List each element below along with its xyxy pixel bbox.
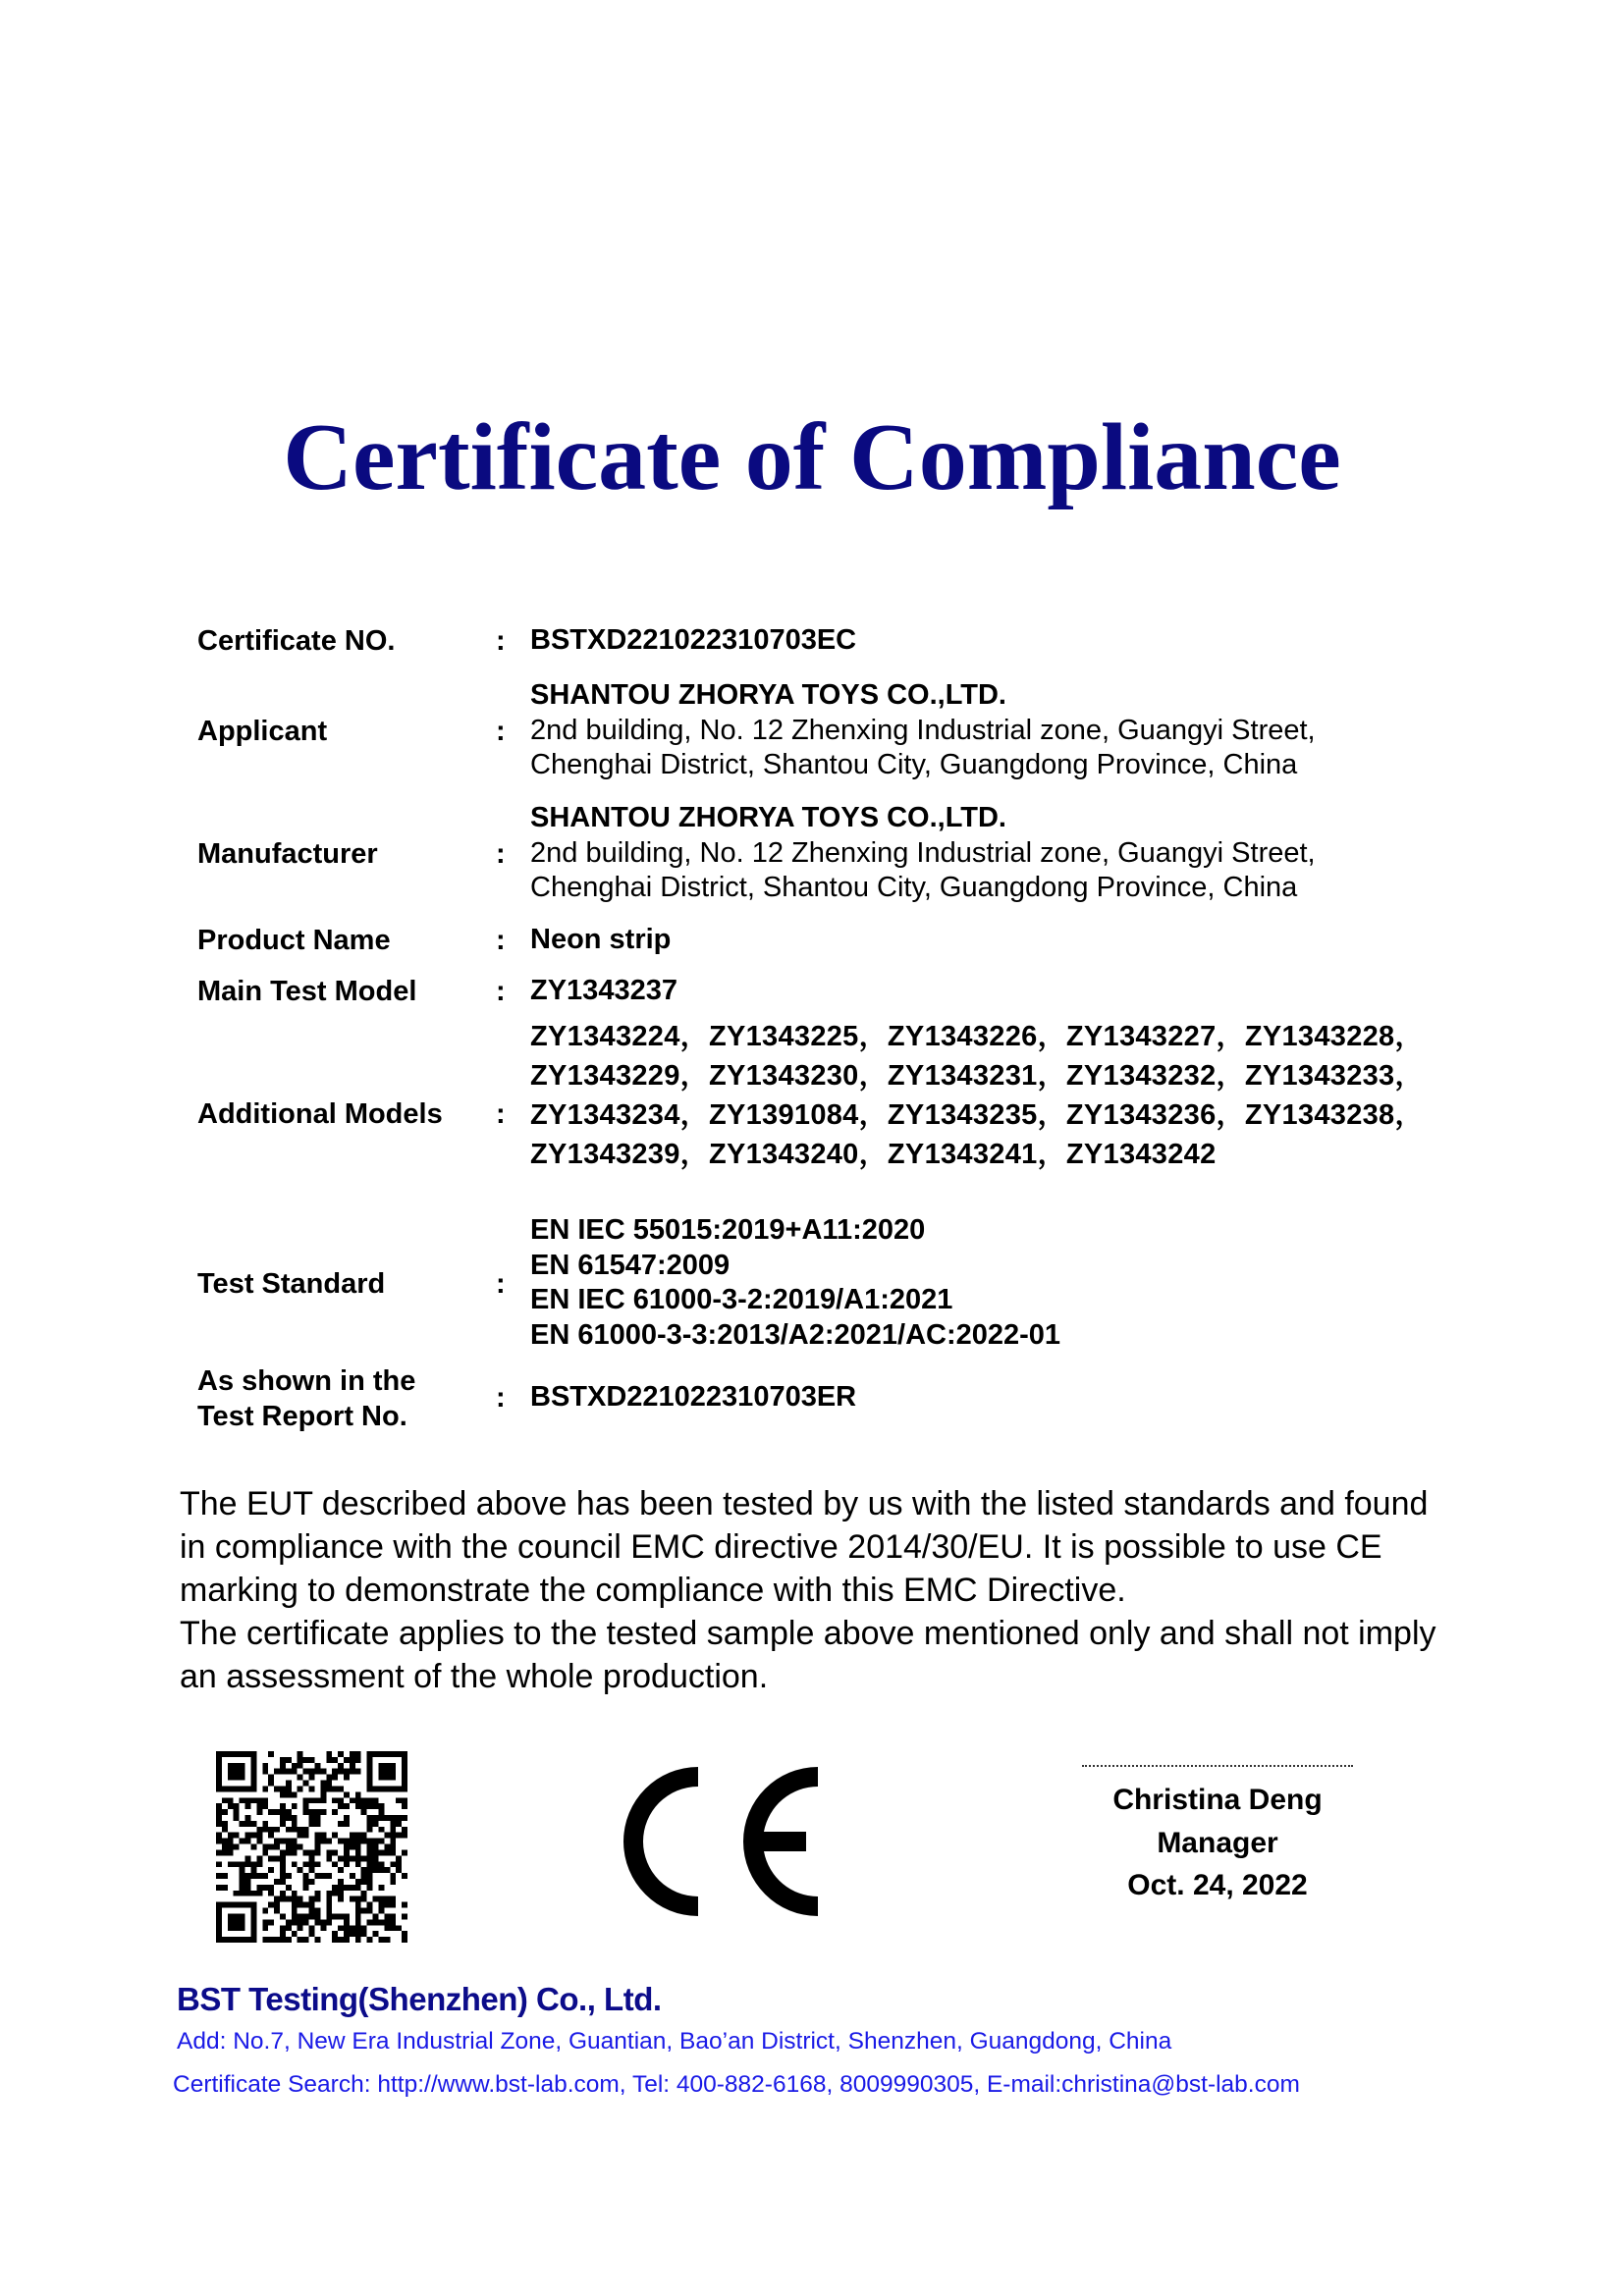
additional-models-list (530, 1017, 1424, 1174)
signature-line (1082, 1765, 1353, 1767)
applicant-address-1: 2nd building, No. 12 Zhenxing Industrial zone, Guangyi Street, (530, 714, 1316, 746)
colon: : (496, 925, 506, 956)
models-line: ZY1343234，ZY1391084，ZY1343235，ZY1343236，ZY1343238， (530, 1099, 1424, 1131)
test-report-value: BSTXD221022310703ER (530, 1381, 857, 1413)
statement-line: in compliance with the council EMC directive 2014/30/EU. It is possible to use CE (180, 1528, 1382, 1566)
statement-line: marking to demonstrate the compliance with this EMC Directive. (180, 1572, 1126, 1609)
statement-line: an assessment of the whole production. (180, 1658, 769, 1695)
compliance-statement (180, 1482, 1476, 1698)
test-standard-list (530, 1213, 1060, 1353)
certificate-no-label: Certificate NO. (197, 625, 396, 657)
main-test-model-value: ZY1343237 (530, 975, 677, 1006)
standard-line: EN IEC 55015:2019+A11:2020 (530, 1214, 926, 1246)
additional-models-label: Additional Models (197, 1098, 443, 1130)
signatory-title: Manager (1157, 1826, 1278, 1859)
colon: : (496, 838, 506, 870)
ce-mark-icon (623, 1767, 830, 1916)
product-name-value: Neon strip (530, 924, 672, 955)
issuer-contact: Certificate Search: http://www.bst-lab.com, Tel: 400-882-6168, 8009990305, E-mail:christina@bst-lab.com (173, 2071, 1300, 2098)
models-line: ZY1343224，ZY1343225，ZY1343226，ZY1343227，ZY1343228， (530, 1021, 1424, 1052)
test-report-label-line: Test Report No. (197, 1401, 407, 1432)
standard-line: EN IEC 61000-3-2:2019/A1:2021 (530, 1284, 953, 1315)
colon: : (496, 976, 506, 1007)
signatory-name: Christina Deng (1112, 1784, 1323, 1816)
colon: : (496, 1382, 506, 1414)
signature-date: Oct. 24, 2022 (1127, 1869, 1308, 1901)
manufacturer-address-1: 2nd building, No. 12 Zhenxing Industrial zone, Guangyi Street, (530, 836, 1316, 869)
manufacturer-name: SHANTOU ZHORYA TOYS CO.,LTD. (530, 802, 1006, 833)
standard-line: EN 61000-3-3:2013/A2:2021/AC:2022-01 (530, 1318, 1061, 1351)
applicant-label: Applicant (197, 716, 328, 747)
qr-code (216, 1751, 407, 1943)
manufacturer-address-2: Chenghai District, Shantou City, Guangdong Province, China (530, 872, 1298, 903)
certificate-no-value: BSTXD221022310703EC (530, 624, 857, 656)
statement-line: The certificate applies to the tested sample above mentioned only and shall not imply (180, 1615, 1436, 1652)
main-test-model-label: Main Test Model (197, 976, 417, 1007)
issuer-company-name: BST Testing(Shenzhen) Co., Ltd. (177, 1981, 662, 2017)
colon: : (496, 1098, 506, 1130)
models-line: ZY1343239，ZY1343240，ZY1343241，ZY1343242 (530, 1139, 1217, 1170)
test-standard-label: Test Standard (197, 1268, 386, 1300)
product-name-label: Product Name (197, 925, 391, 956)
issuer-address: Add: No.7, New Era Industrial Zone, Guantian, Bao’an District, Shenzhen, Guangdong, China (177, 2028, 1172, 2055)
applicant-value (530, 678, 1316, 783)
page-title: Certificate of Compliance (283, 404, 1341, 510)
test-report-label (197, 1363, 415, 1434)
colon: : (496, 1268, 506, 1300)
signature-block (1082, 1765, 1353, 1907)
applicant-address-2: Chenghai District, Shantou City, Guangdong Province, China (530, 749, 1298, 780)
colon: : (496, 625, 506, 657)
models-line: ZY1343229，ZY1343230，ZY1343231，ZY1343232，ZY1343233， (530, 1060, 1424, 1092)
colon: : (496, 716, 506, 747)
manufacturer-label: Manufacturer (197, 838, 378, 870)
manufacturer-value (530, 801, 1316, 906)
standard-line: EN 61547:2009 (530, 1249, 731, 1281)
test-report-label-line: As shown in the (197, 1365, 416, 1397)
statement-line: The EUT described above has been tested by us with the listed standards and found (180, 1485, 1429, 1522)
applicant-name: SHANTOU ZHORYA TOYS CO.,LTD. (530, 679, 1006, 711)
